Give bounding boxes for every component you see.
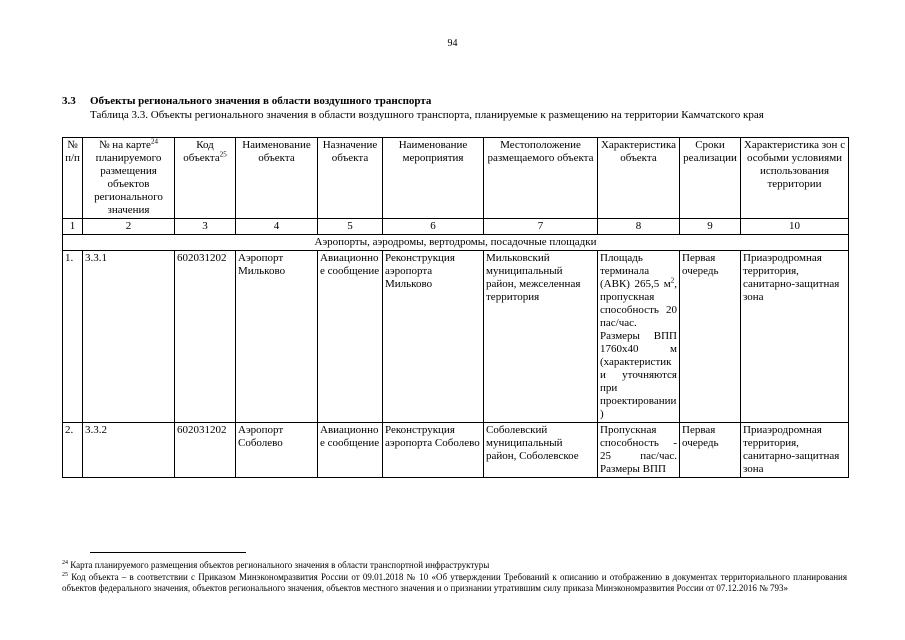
header-cell: Характеристика объекта: [598, 138, 680, 219]
characteristics-text: , пропускная способность 20 пас/час. Размеры ВПП 1760х40 м (характеристики уточняются при проектировании): [600, 278, 677, 420]
header-cell: Назначение объекта: [318, 138, 383, 219]
map-number: 3.3.2: [83, 423, 175, 478]
header-cell: № п/п: [63, 138, 83, 219]
header-cell: Характеристика зон с особыми условиями использования территории: [741, 138, 849, 219]
header-text: планируемого размещения объектов регионального значения: [94, 152, 163, 216]
object-characteristics: Пропускная способность - 25 пас/час. Размеры ВПП: [598, 423, 680, 478]
index-cell: 6: [383, 219, 484, 235]
header-cell: [175, 138, 236, 219]
footnote-separator: [90, 552, 246, 553]
index-cell: 10: [741, 219, 849, 235]
header-cell: Наименование объекта: [236, 138, 318, 219]
object-purpose: Авиационное сообщение: [318, 423, 383, 478]
object-code: 602031202: [175, 423, 236, 478]
header-cell: Наименование мероприятия: [383, 138, 484, 219]
index-cell: 3: [175, 219, 236, 235]
header-cell: Местоположение размещаемого объекта: [484, 138, 598, 219]
objects-table: [62, 137, 849, 478]
unit-superscript: 2: [670, 276, 675, 285]
index-cell: 1: [63, 219, 83, 235]
object-location: Соболевский муниципальный район, Соболевское: [484, 423, 598, 478]
section-number: 3.3: [62, 95, 76, 107]
object-location: Мильковский муниципальный район, межселенная территория: [484, 251, 598, 423]
table-caption: Таблица 3.3. Объекты регионального значения в области воздушного транспорта, планируемые к размещению на территории Камчатского края: [90, 109, 764, 121]
characteristics-text: Площадь терминала (АВК) 265,5 м: [600, 252, 671, 290]
implementation-term: Первая очередь: [680, 251, 741, 423]
footnote: [62, 572, 847, 594]
object-characteristics: [598, 251, 680, 423]
table-row: [63, 423, 849, 478]
object-name: Аэропорт Мильково: [236, 251, 318, 423]
footnote-ref: 24: [150, 137, 158, 146]
object-purpose: Авиационное сообщение: [318, 251, 383, 423]
index-cell: 4: [236, 219, 318, 235]
header-text: № на карте: [99, 139, 151, 151]
measure-name: Реконструкция аэропорта Мильково: [383, 251, 484, 423]
object-name: Аэропорт Соболево: [236, 423, 318, 478]
footnote-text: Карта планируемого размещения объектов регионального значения в области транспортной инфраструктуры: [70, 560, 490, 570]
index-cell: 5: [318, 219, 383, 235]
special-zones: Приаэродромная территория, санитарно-защитная зона: [741, 423, 849, 478]
section-cell: Аэропорты, аэродромы, вертодромы, посадочные площадки: [63, 235, 849, 251]
section-heading: [62, 95, 431, 107]
measure-name: Реконструкция аэропорта Соболево: [383, 423, 484, 478]
row-number: 2.: [63, 423, 83, 478]
header-text: Код объекта: [183, 139, 220, 164]
column-index-row: [63, 219, 849, 235]
footnote-mark: 24: [62, 560, 68, 566]
row-number: 1.: [63, 251, 83, 423]
header-cell: Сроки реализации: [680, 138, 741, 219]
footnote-text: Код объекта – в соответствии с Приказом Минэкономразвития России от 09.01.2018 № 10 «Об утверждении Требований к описанию и отображению в документах территориального планирования объектов федерального значения, объектов регионального значения, объектов местного значения и о признании утратившим силу приказа Минэкономразвития России от 07.12.2016 № 793»: [62, 572, 847, 593]
header-cell: [83, 138, 175, 219]
section-row: [63, 235, 849, 251]
index-cell: 9: [680, 219, 741, 235]
object-code: 602031202: [175, 251, 236, 423]
map-number: 3.3.1: [83, 251, 175, 423]
footnote: [62, 560, 847, 571]
table-header-row: [63, 138, 849, 219]
index-cell: 8: [598, 219, 680, 235]
index-cell: 7: [484, 219, 598, 235]
page-number: 94: [447, 38, 458, 49]
special-zones: Приаэродромная территория, санитарно-защитная зона: [741, 251, 849, 423]
footnote-mark: 25: [62, 572, 68, 578]
footnote-ref: 25: [219, 150, 227, 159]
implementation-term: Первая очередь: [680, 423, 741, 478]
section-title: Объекты регионального значения в области воздушного транспорта: [90, 95, 432, 107]
index-cell: 2: [83, 219, 175, 235]
table-row: [63, 251, 849, 423]
